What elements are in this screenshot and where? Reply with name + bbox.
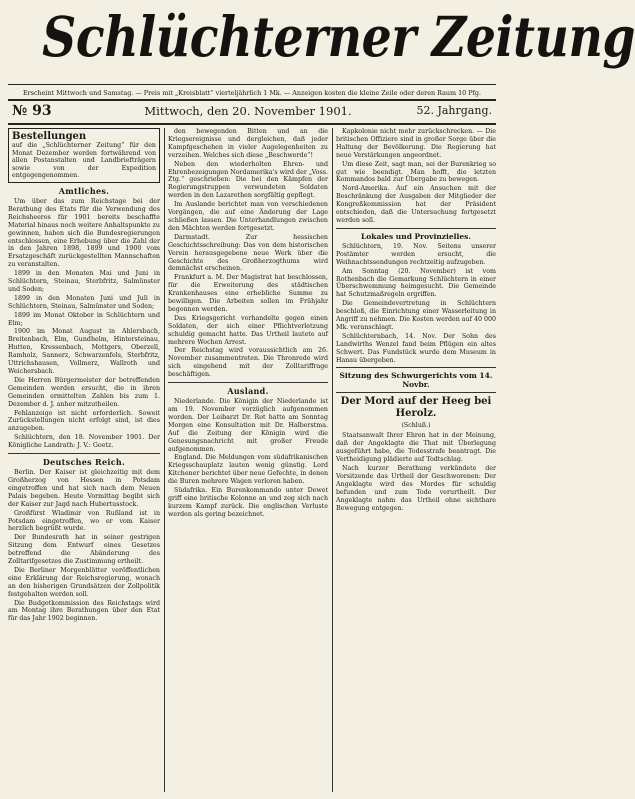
article-paragraph: 1900 im Monat August in Ahlersbach, Breitenbach, Elm, Gundhelm, Hintersteinau, Hutten, Kressenbach, Mottgers, Oberzell, Ramholz, Sannerz, Schwarzenfels, Sterbfritz, Uttrichshausen, Vollmerz, Wallroth und Weichersbach. [8,328,160,375]
section-heading-reich: Deutsches Reich. [42,457,126,468]
article-paragraph: Fehlanzeige ist nicht erforderlich. Soweit Zurückstellungen nicht erfolgt sind, ist dies anzugeben. [8,409,160,433]
issue-year: 52. Jahrgang. [416,104,492,117]
section-divider [168,382,328,383]
newspaper-title: Schlüchterner Zeitung [42,4,635,69]
reich-articles [8,469,160,623]
article-paragraph: Berlin. Der Kaiser ist gleichzeitig mit dem Großherzog von Hessen in Potsdam eingetroffen und hat sich nach dem Neuen Palais begeben. Heute Vormittag begibt sich der Kaiser zur Jagd nach Hubertusstock. [8,469,160,508]
trial-articles [336,432,496,512]
article-paragraph: Im Auslande berichtet man von verschiedenen Vorgängen, die auf eine Änderung der Lage schließen lassen. Die Unterhandlungen zwischen den Mächten werden fortgesetzt. [168,201,328,232]
section-heading-official: Amtliches. [58,185,110,196]
article-paragraph: Der Bundesrath hat in seiner gestrigen Sitzung dem Entwurf eines Gesetzes betreffend die Abänderung des Zolltarifgesetzes die Zustimmung ertheilt. [8,534,160,566]
issue-rule-bottom [8,123,496,125]
article-paragraph: Niederlande. Die Königin der Niederlande ist am 19. November vorzüglich aufgenommen worden. Der Leibarzt Dr. Rot hatte am Sonntag Morgen eine Konsultation mit Dr. Halberstma. Auf die Zeitung der Königin wird die Genesungsnachricht mit großer Freude aufgenommen. [168,398,328,453]
article-paragraph: Die Herren Bürgermeister der betreffenden Gemeinden werden ersucht, die in ihren Gemeinden ermittelten Zahlen bis zum 1. Dezember d. J. anher mitzutheilen. [8,376,160,408]
article-paragraph: Schlüchternbach, 14. Nov. Der Sohn des Landwirths Wenzel fand beim Pflügen ein altes Schwert. Das Fundstück wurde dem Museum in Hanau übergeben. [336,332,496,364]
subscription-title: Bestellungen [12,131,87,142]
column-divider [332,128,333,792]
article-paragraph: Die Berliner Morgenblätter veröffentlichen eine Erklärung der Reichsregierung, wonach an den bisherigen Grundsätzen der Zollpolitik festgehalten werden soll. [8,566,160,598]
article-paragraph: Staatsanwalt Ihrer Ehren hat in der Meinung, daß der Angeklagte die That mit Überlegung ausgeführt habe, die Todesstrafe beantragt. Die Vertheidigung plädierte auf Todtschlag. [336,432,496,464]
masthead [8,4,635,76]
article-paragraph: 1899 in den Monaten Mai und Juni in Schlüchtern, Steinau, Sterbfritz, Salmünster und Soden; [8,270,160,293]
section-divider [8,453,160,454]
foreign-articles-continued [336,128,496,225]
subscription-text: auf die „Schlüchterner Zeitung“ für den Monat Dezember werden fortwährend von allen Postanstalten und Landbriefträgern sowie von der Expedition entgegengenommen. [12,142,156,180]
article-paragraph: Das Kriegsgericht verhandelte gegen einen Soldaten, der sich einer Pflichtverletzung schuldig gemacht hatte. Das Urtheil lautete auf mehrere Wochen Arrest. [168,314,328,346]
article-paragraph: Darmstadt. Zur hessischen Geschichtsschreibung: Das von dem historischen Verein herausgegebene neue Werk über die Geschichte des Großherzogthums wird demnächst erscheinen. [168,233,328,273]
article-paragraph: Schlüchtern, 19. Nov. Seitens unserer Postämter werden ersucht, die Weihnachtssendungen rechtzeitig aufzugeben. [336,242,496,266]
section-heading-ausland: Ausland. [227,386,269,397]
column-divider [164,128,165,792]
article-paragraph: den bewegenden Bitten und an die Kriegsereignisse und dergleichen, daß jeder Kampfgeschehen in vieler Augelegenheiten zu verzeihen. Welches sich diese „Beschwerde“! [168,128,328,159]
article-paragraph: Großfürst Wladimir von Rußland ist in Potsdam eingetroffen, wo er vom Kaiser herzlich begrüßt wurde. [8,509,160,533]
article-paragraph: 1899 im Monat Oktober in Schlüchtern und Elm; [8,311,160,327]
local-articles [336,243,496,365]
reich-articles-continued [168,128,328,379]
official-signature: Schlüchtern, den 18. November 1901. Der Königliche Landrath: J. V.: Goetz. [8,434,160,450]
article-paragraph: England. Die Meldungen vom südafrikanischen Kriegsschauplatz lauten wenig günstig. Lord Kitchener berichtet über neue Gefechte, in denen die Buren mehrere Wagen verloren haben. [168,454,328,486]
ausland-articles [168,398,328,519]
official-articles [8,198,160,433]
section-divider [336,392,496,393]
section-divider [336,367,496,368]
column-1 [8,128,160,792]
tagline: Erscheint Mittwoch und Samstag. — Preis mit „Kreisblatt“ vierteljährlich 1 Mk. — Anzeigen kosten die kleine Zeile oder deren Raum 10 Pfg. [22,89,482,97]
issue-number: № 93 [12,103,52,119]
masthead-rule [8,84,496,85]
section-divider [336,228,496,229]
article-paragraph: Frankfurt a. M. Der Magistrat hat beschlossen, für die Erweiterung des städtischen Krankenhauses eine erhebliche Summe zu bewilligen. Die Arbeiten sollen im Frühjahr begonnen werden. [168,274,328,313]
article-paragraph: Am Sonntag (20. November) ist vom Rothenbach die Gemarkung Schlüchtern in einer Überschwemmung heimgesucht. Die Gemeinde hat Schutzmaßregeln ergriffen. [336,267,496,299]
issue-date: Mittwoch, den 20. November 1901. [144,104,352,118]
issue-info [8,101,496,121]
article-paragraph: 1899 in den Monaten Juni und Juli in Schlüchtern, Steinau, Salmünster und Soden; [8,294,160,310]
article-paragraph: Die Gemeindevertretung in Schlüchtern beschloß, die Einrichtung einer Wasserleitung in Angriff zu nehmen. Die Kosten werden auf 40 000 Mk. veranschlagt. [336,300,496,331]
article-paragraph: Um über das zum Reichstage bei der Berathung des Etats für die Verwendung des Reichsheeres für 1901 bereits beschaffte Material hinaus noch weitere Anhaltspunkte zu gewinnen, haben sich die Bundesregierungen entschlossen, eine Erhebung über die Zahl der in den Jahren 1898, 1899 und 1900 vom Ersatzgeschäft zurückgestellten Mannschaften zu veranstalten. [8,197,160,269]
column-3 [336,128,496,792]
subscription-notice [8,128,160,183]
article-paragraph: Die Budgetkommission des Reichstags wird am Montag ihre Berathungen über den Etat für das Jahr 1902 beginnen. [8,599,160,623]
article-paragraph: Um diese Zeit, sagt man, sei der Burenkrieg so gut wie beendigt. Man hofft, die letzten Kommandos bald zur Übergabe zu bewegen. [336,160,496,184]
section-heading-trial: Sitzung des Schwurgerichts vom 14. Novbr. [339,371,493,390]
article-paragraph: Kapkolonie nicht mehr zurückschrecken. — Die britischen Offiziere sind in großer Sorge über die Haltung der Bevölkerung. Die Regierung hat neue Verstärkungen angeordnet. [336,128,496,159]
section-heading-local: Lokales und Provinzielles. [361,231,471,241]
article-paragraph: Nach kurzer Berathung verkündete der Vorsitzende das Urtheil der Geschworenen: Der Angeklagte wird des Mordes für schuldig befunden und zum Tode verurtheilt. Der Angeklagte nahm das Urtheil ohne sichtbare Bewegung entgegen. [336,465,496,512]
article-paragraph: Südafrika. Ein Burenkommando unter Dewet griff eine britische Kolonne an und zog sich nach kurzem Kampf zurück. Die englischen Verluste werden als gering bezeichnet. [168,487,328,518]
article-paragraph: Neben den wiederholten Ehren- und Ehrenbezeigungen Nordamerika's wird der „Voss. Ztg.“ geschrieben: Die bei den Kämpfen der Regierungstruppen verwundeten Soldaten werden in den Lazarethen sorgfältig gepflegt. [168,160,328,200]
trial-byline: (Schluß.) [401,422,431,430]
column-2 [168,128,328,792]
trial-headline: Der Mord auf der Heeg bei Herolz. [340,396,492,420]
article-paragraph: Der Reichstag wird voraussichtlich am 26. November zusammentreten. Die Thronrede wird sich eingehend mit der Zolltariffrage beschäftigen. [168,347,328,379]
article-paragraph: Nord-Amerika. Auf ein Ansuchen mit der Beschränkung der Ausgaben der Mitglieder der Kongreßkommission hat der Präsident entschieden, daß die Untersuchung fortgesetzt werden soll. [336,185,496,224]
